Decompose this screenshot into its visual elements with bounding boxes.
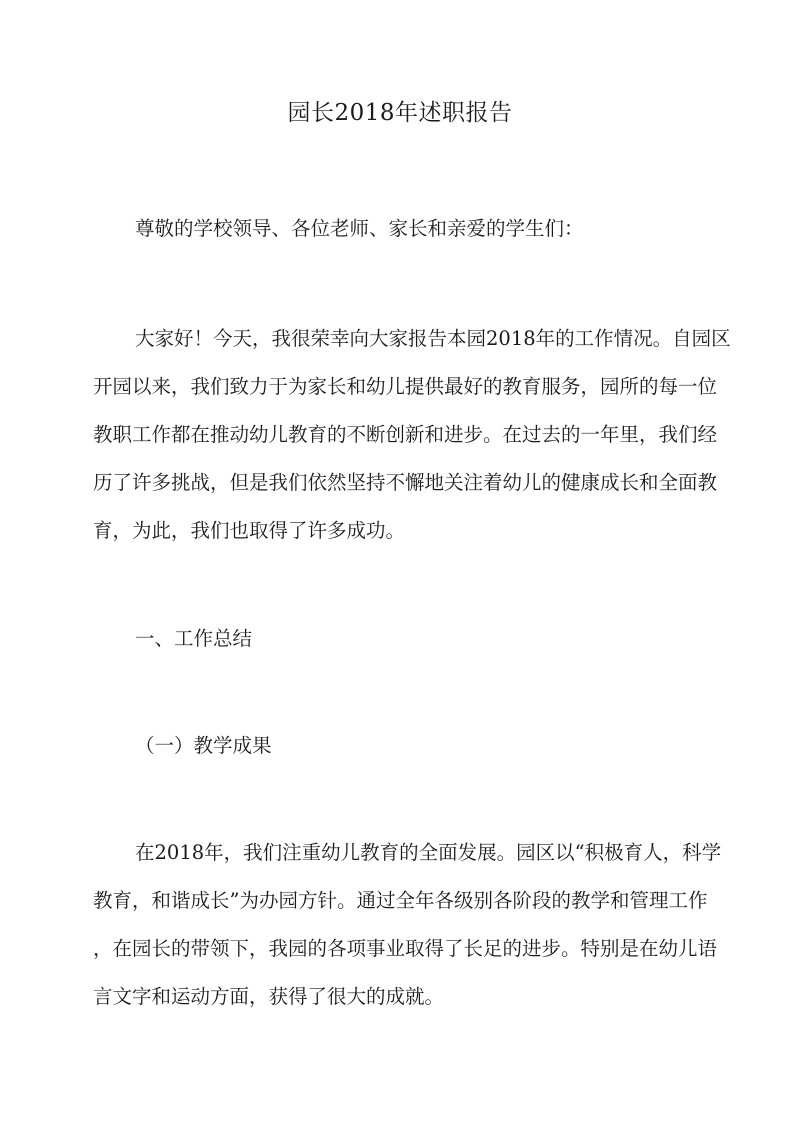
salutation: 尊敬的学校领导、各位老师、家长和亲爱的学生们：: [135, 217, 584, 240]
intro-line-1: 大家好！今天，我很荣幸向大家报告本园2018年的工作情况。自园区: [135, 327, 731, 350]
body-line-1: 在2018年，我们注重幼儿教育的全面发展。园区以“积极育人，科学: [135, 841, 722, 864]
document-title: 园长2018年述职报告: [287, 100, 513, 126]
intro-line-3: 教职工作都在推动幼儿教育的不断创新和进步。在过去的一年里，我们经: [93, 423, 718, 446]
body-line-4: 言文字和运动方面，获得了很大的成就。: [93, 985, 445, 1008]
body-line-2: 教育，和谐成长”为办园方针。通过全年各级别各阶段的教学和管理工作: [93, 889, 708, 912]
body-line-3: ，在园长的带领下，我园的各项事业取得了长足的进步。特别是在幼儿语: [93, 937, 718, 960]
subsection-heading: （一）教学成果: [135, 734, 272, 757]
intro-line-5: 育，为此，我们也取得了许多成功。: [93, 519, 406, 542]
intro-line-4: 历了许多挑战，但是我们依然坚持不懈地关注着幼儿的健康成长和全面教: [93, 471, 718, 494]
section-heading: 一、工作总结: [135, 627, 253, 650]
intro-line-2: 开园以来，我们致力于为家长和幼儿提供最好的教育服务，园所的每一位: [93, 375, 718, 398]
